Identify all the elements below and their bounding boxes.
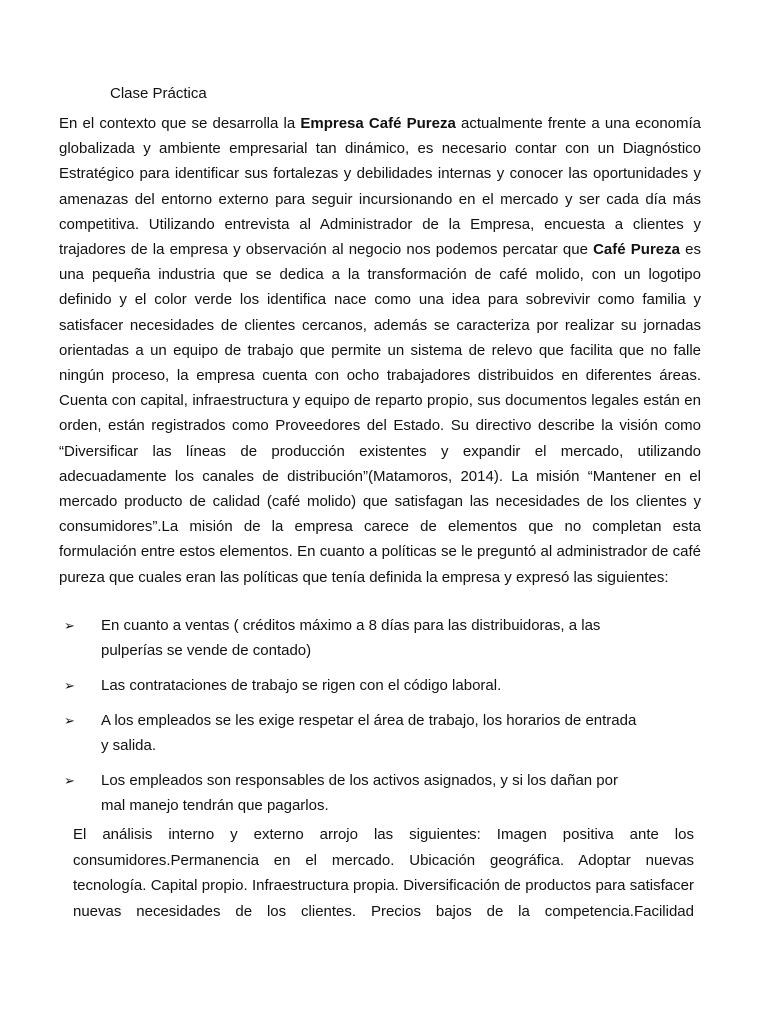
analysis-paragraph: El análisis interno y externo arrojo las siguientes: Imagen positiva ante los consumidores.Permanencia en el mercado. Ubicación geográfica. Adoptar nuevas tecnología. Capital propio. Infraestructura propia. Diversificación de productos para satisfacer nuevas necesidades de los clientes. Precios bajos de la competencia.Facilidad [73,826,694,920]
list-item-line: mal manejo tendrán que pagarlos. [101,797,329,814]
company-name-bold: Empresa Café Pureza [300,115,456,132]
page-title: Clase Práctica [110,85,207,102]
list-item [59,673,659,698]
list-item-line: Los empleados son responsables de los activos asignados, y si los dañan por [101,772,618,789]
arrow-bullet-icon: ➢ [64,678,75,693]
intro-text-1: En el contexto que se desarrolla la [59,115,301,132]
arrow-bullet-icon: ➢ [64,713,75,728]
list-item-line: y salida. [101,737,157,754]
list-item-line: A los empleados se les exige respetar el área de trabajo, los horarios de entrada [101,712,637,729]
list-item-line: pulperías se vende de contado) [101,642,312,659]
arrow-bullet-icon: ➢ [64,773,75,788]
list-item [59,613,659,663]
intro-text-2: actualmente frente a una economía globalizada y ambiente empresarial tan dinámico, es necesario contar con un Diagnóstico Estratégico para identificar sus fortalezas y debilidades internas y conocer las oportunidades y amenazas del entorno externo para seguir incursionando en el mercado y ser cada día más competitiva. Utilizando entrevista al Administrador de la Empresa, encuesta a clientes y trajadores de la empresa y observación al negocio nos podemos percatar que [59,115,702,259]
policy-list [59,613,659,828]
list-item-line: En cuanto a ventas ( créditos máximo a 8 días para las distribuidoras, a las [101,617,601,634]
intro-paragraph [59,111,701,590]
list-item [59,708,659,758]
list-item [59,768,659,818]
intro-text-3: es una pequeña industria que se dedica a la transformación de café molido, con un logotipo definido y el color verde los identifica nace como una idea para sobrevivir como familia y satisfacer necesidades de clientes cercanos, además se caracteriza por realizar su jornadas orientadas a un equipo de trabajo que permite un sistema de relevo que facilita que no falle ningún proceso, la empresa cuenta con ocho trabajadores distribuidos en diferentes áreas. Cuenta con capital, infraestructura y equipo de reparto propio, sus documentos legales están en orden, están registrados como Proveedores del Estado. Su directivo describe la visión como “Diversificar las líneas de producción existentes y expandir el mercado, utilizando adecuadamente los canales de distribución”(Matamoros, 2014). La misión “Mantener en el mercado producto de calidad (café molido) que satisfagan las necesidades de los clientes y consumidores”.La misión de la empresa carece de elementos que no completan esta formulación entre estos elementos. En cuanto a políticas se le preguntó al administrador de café pureza que cuales eran las políticas que tenía definida la empresa y expresó las siguientes: [59,241,702,586]
arrow-bullet-icon: ➢ [64,618,75,633]
company-name-bold-2: Café Pureza [593,241,680,259]
list-item-line: Las contrataciones de trabajo se rigen con el código laboral. [101,677,502,694]
